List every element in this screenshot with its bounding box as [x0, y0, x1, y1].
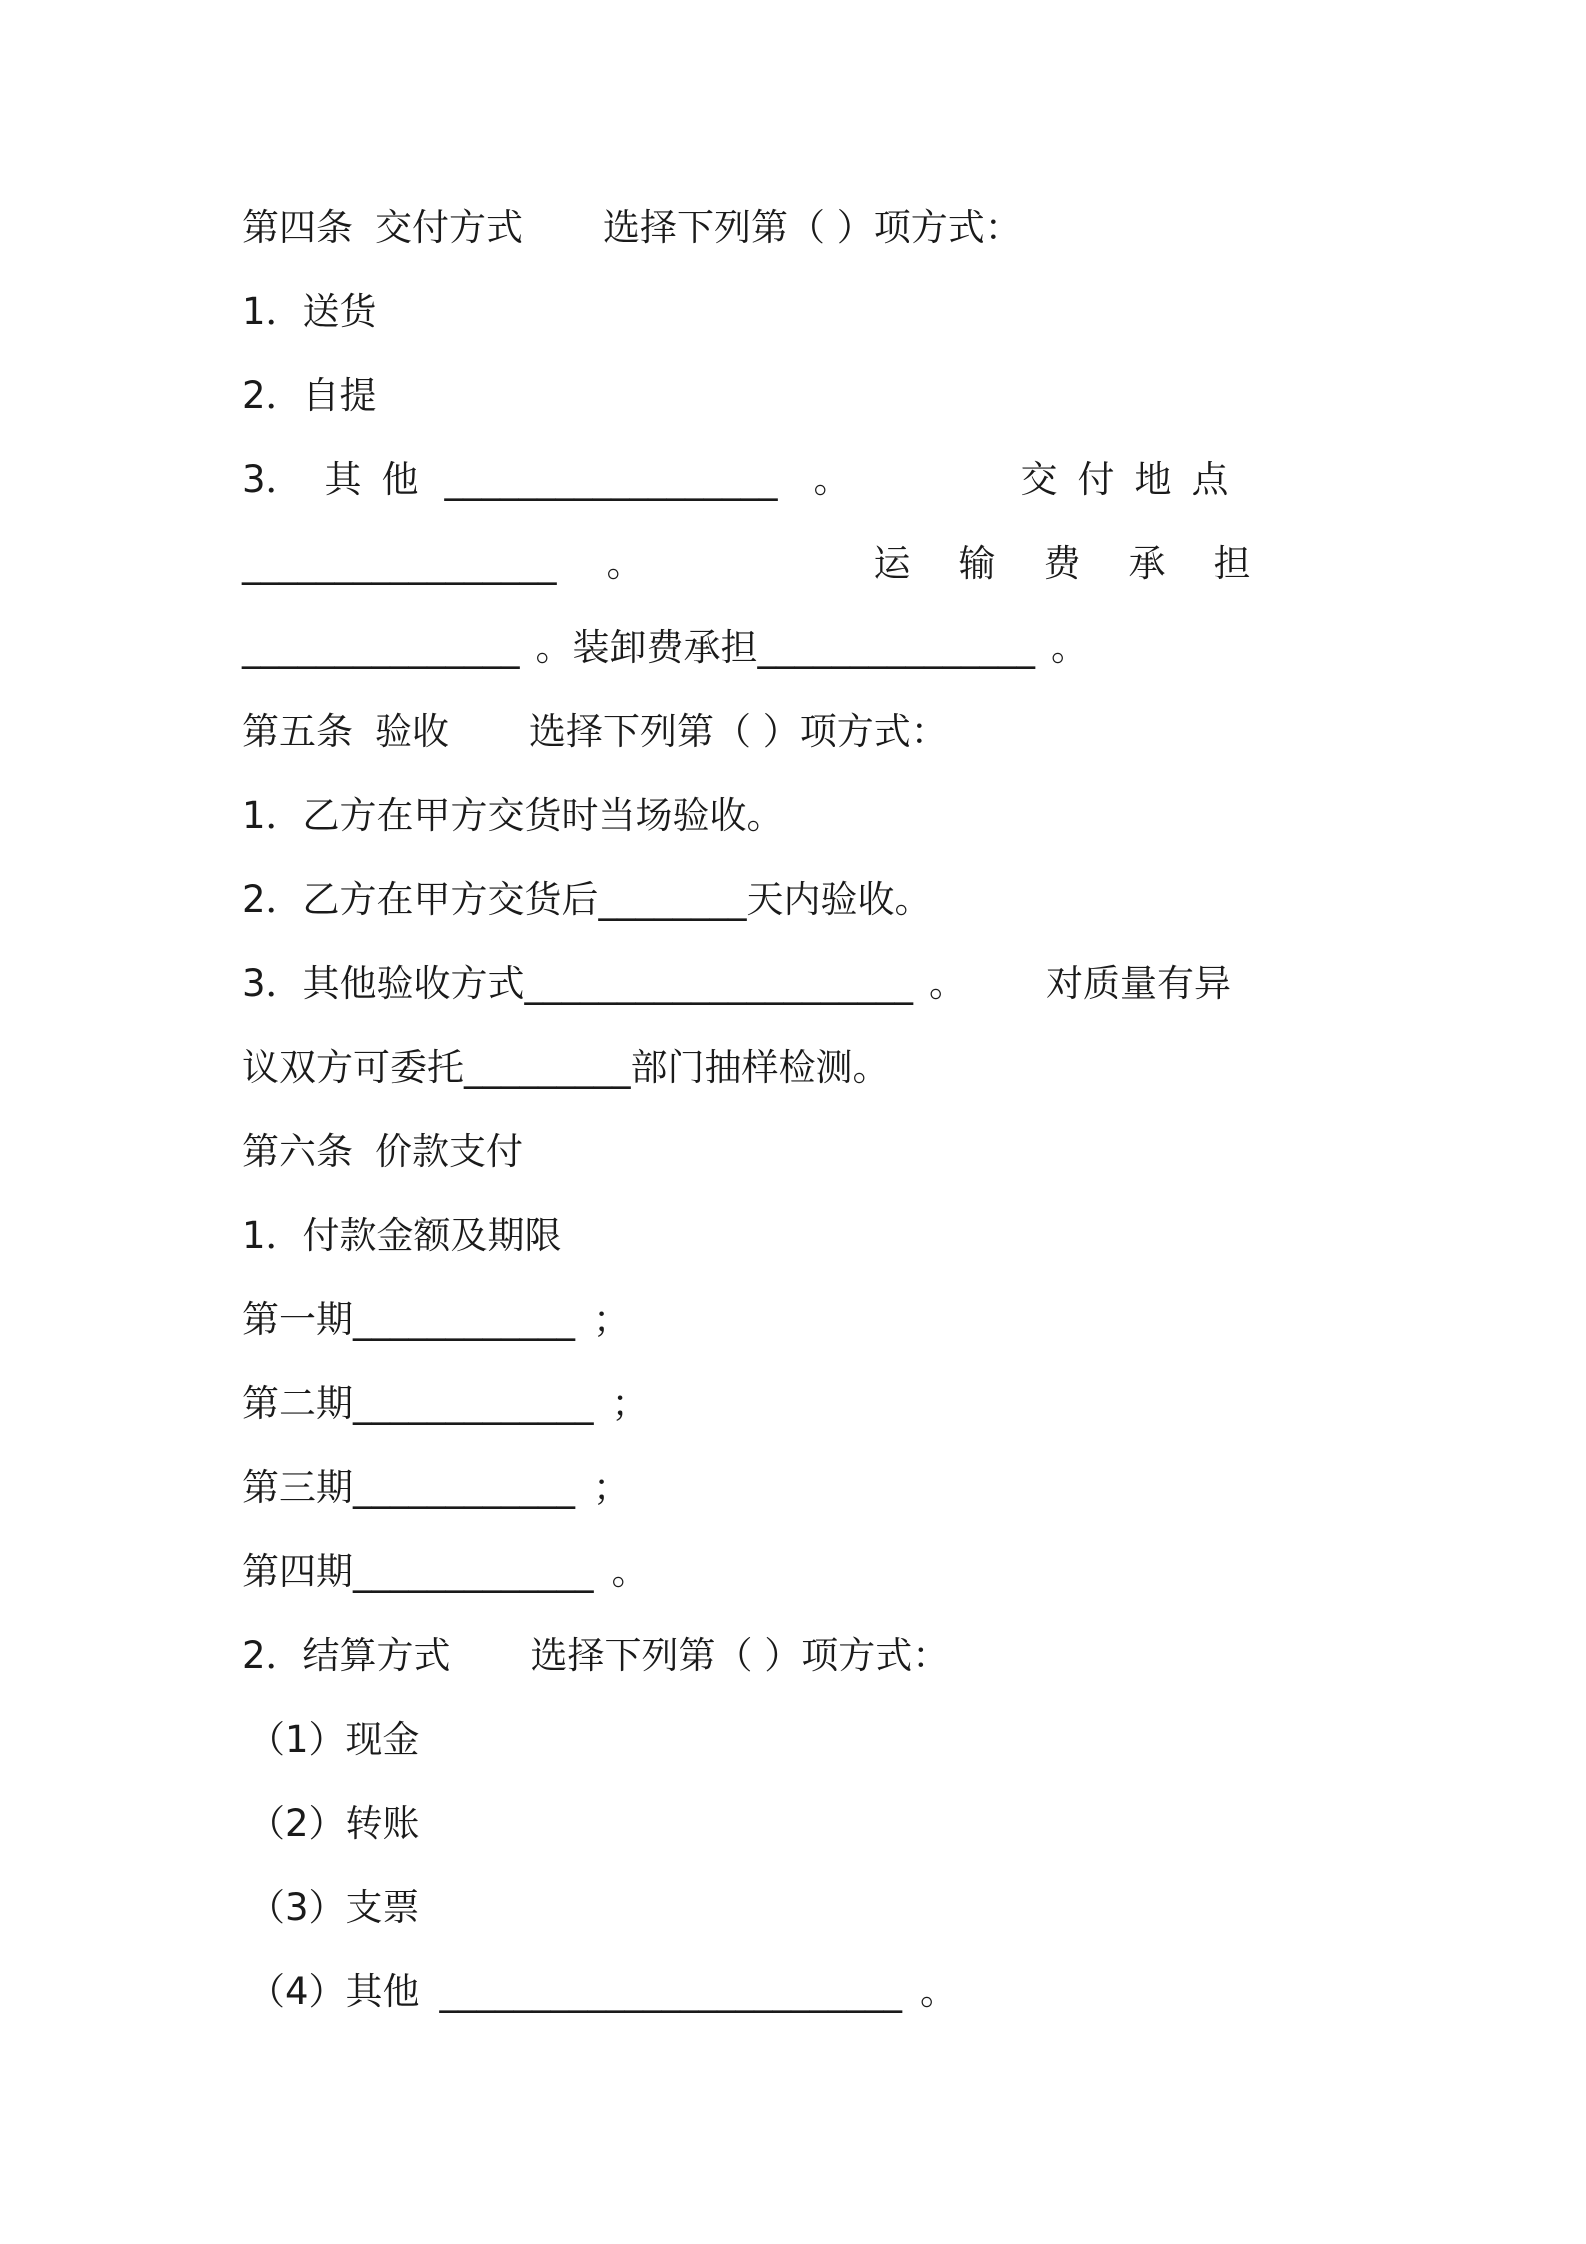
article5-item1: 1．乙方在甲方交货时当场验收。 [242, 794, 784, 837]
article4-choose: 选择下列第（ ）项方式： [603, 206, 1022, 249]
article4-item3-period: 。 [813, 458, 851, 501]
article4-freight-label: 运输费承担 [873, 542, 1299, 585]
installment-row [242, 1374, 1357, 1434]
article4-location-blank: _________________ [242, 542, 557, 585]
article5-heading-line [242, 702, 1357, 762]
option4-label: （4）其他 [248, 1970, 420, 2013]
article6-sub1: 1．付款金额及期限 [242, 1214, 562, 1257]
installment-end: ； [593, 1298, 630, 1341]
installment-end: ； [593, 1466, 630, 1509]
article6-heading-line [242, 1122, 1357, 1182]
article4-loading-label: 装卸费承担 [572, 626, 758, 669]
article6-sub2-choose: 选择下列第（ ）项方式： [530, 1634, 950, 1677]
article6-title: 价款支付 [375, 1130, 523, 1173]
article5-item3-line [242, 954, 1357, 1014]
payment-option: （3）支票 [248, 1886, 420, 1929]
installment-label: 第二期 [242, 1382, 353, 1425]
payment-option-other [248, 1962, 1363, 2022]
payment-option: （2）转账 [248, 1802, 420, 1845]
article5-choose: 选择下列第（ ）项方式： [529, 710, 948, 753]
article6-sub2-label: 2．结算方式 [242, 1634, 451, 1677]
article6-heading: 第六条 [242, 1130, 353, 1173]
article4-location-period: 。 [606, 542, 644, 585]
article5-item2-blank: ________ [598, 878, 747, 921]
installment-label: 第四期 [242, 1550, 353, 1593]
installment-label: 第一期 [242, 1298, 353, 1341]
payment-option: （1）现金 [248, 1718, 420, 1761]
article4-freight-blank: _______________ [242, 626, 520, 669]
article4-item3-blank: __________________ [444, 458, 778, 501]
article5-item2-suffix: 天内验收。 [746, 878, 932, 921]
article5-item2-prefix: 2．乙方在甲方交货后 [242, 878, 599, 921]
article5-heading: 第五条 [242, 710, 353, 753]
installment-label: 第三期 [242, 1466, 353, 1509]
article4-loading-period: 。 [1051, 626, 1088, 669]
installment-row [242, 1290, 1357, 1350]
installment-blank: ____________ [353, 1298, 575, 1341]
installment-blank: _____________ [353, 1550, 594, 1593]
installment-end: ； [611, 1382, 649, 1425]
installment-end: 。 [611, 1550, 649, 1593]
installment-blank: ____________ [353, 1466, 575, 1509]
article5-item3-period: 。 [929, 962, 967, 1005]
installment-blank: _____________ [353, 1382, 594, 1425]
article5-item3-prefix: 3．其他验收方式 [242, 962, 525, 1005]
article5-item3-blank: _____________________ [524, 962, 914, 1005]
article5-title: 验收 [375, 710, 449, 753]
article4-heading: 第四条 [242, 206, 353, 249]
article4-location-line [242, 534, 1357, 594]
option4-end: 。 [920, 1970, 958, 2013]
article4-freight-period: 。 [535, 626, 573, 669]
installment-row [242, 1458, 1357, 1518]
option4-blank: _________________________ [439, 1970, 903, 2013]
article5-dispute-prefix: 议双方可委托 [242, 1046, 464, 1089]
article4-heading-line [242, 198, 1357, 258]
article4-item3-label: 其他 [324, 458, 439, 501]
article4-item3-line [242, 450, 1357, 510]
article5-item2-line [242, 870, 1357, 930]
article4-title: 交付方式 [375, 206, 523, 249]
article4-item1: 1．送货 [242, 290, 377, 333]
installment-row [242, 1542, 1357, 1602]
article5-dispute-start: 对质量有异 [1046, 962, 1232, 1005]
article5-dispute-blank: _________ [464, 1046, 631, 1089]
article4-item3-prefix: 3． [242, 458, 303, 501]
article5-dispute-line [242, 1038, 1357, 1098]
article4-location-label: 交付地点 [1020, 458, 1249, 501]
article5-dispute-suffix: 部门抽样检测。 [630, 1046, 890, 1089]
article4-freight-line [242, 618, 1357, 678]
article4-loading-blank: _______________ [757, 626, 1035, 669]
article4-item2: 2．自提 [242, 374, 377, 417]
article6-sub2-line [242, 1626, 1357, 1686]
